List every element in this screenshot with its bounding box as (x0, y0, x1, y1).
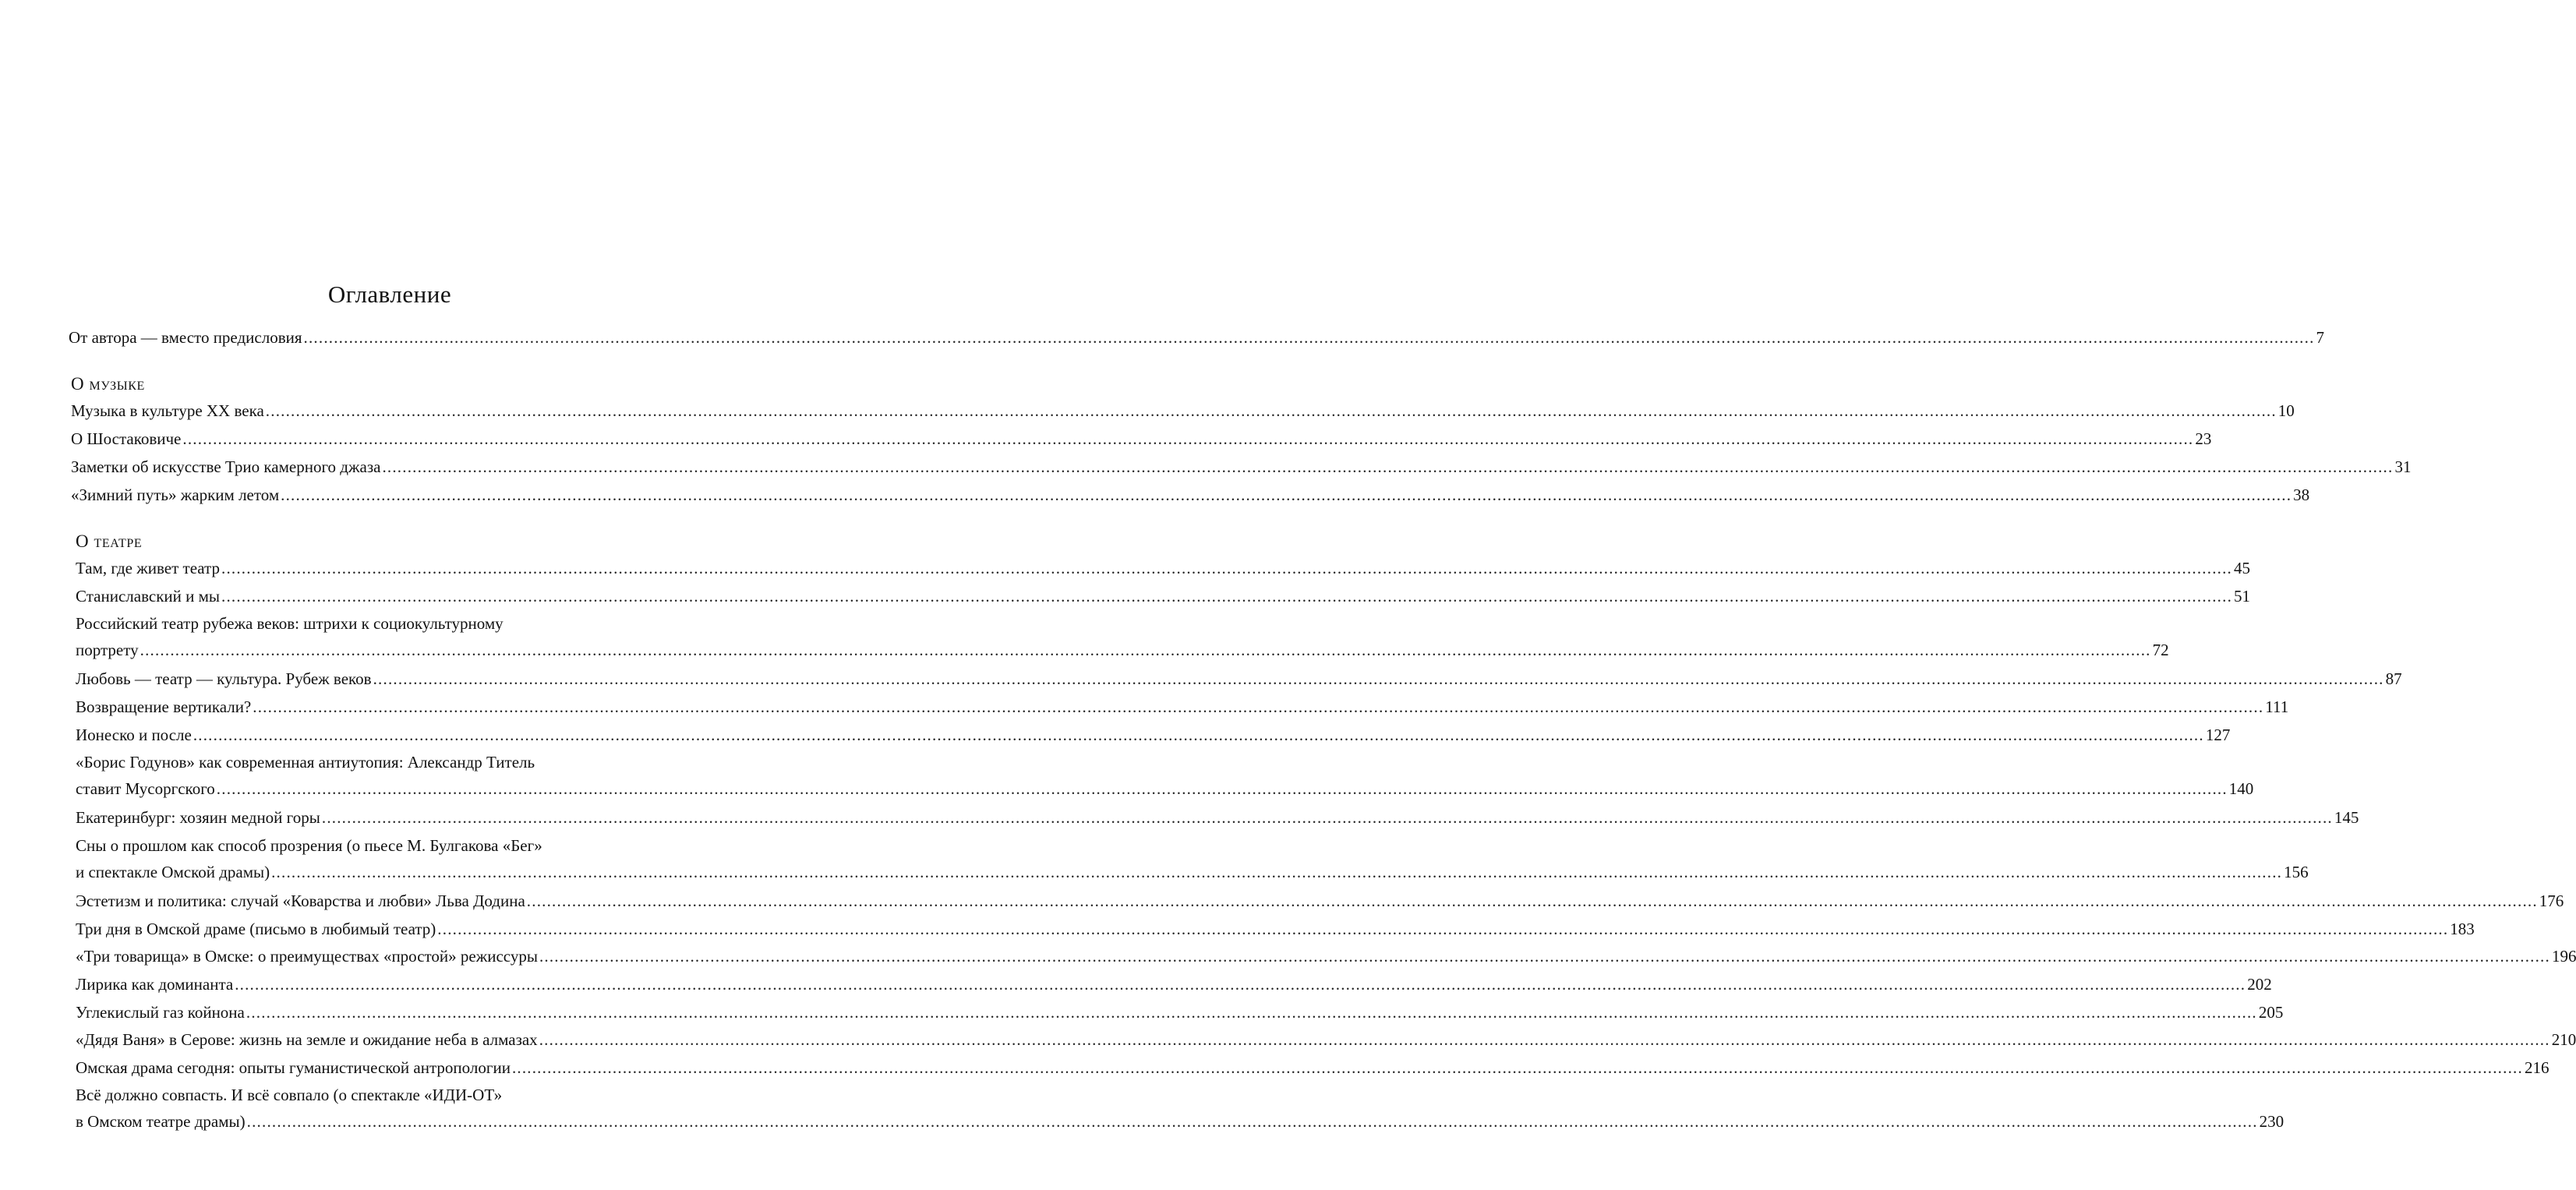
toc-entry-page-number: 145 (2334, 808, 2359, 828)
toc-entry-page-number: 202 (2247, 975, 2272, 994)
dot-leader: ................................................................................................................................................................................................................................................................................................................................................................................................................ (526, 892, 2538, 911)
toc-entry-leader-line (71, 454, 2412, 480)
toc-entry-leader-line (76, 666, 2402, 692)
toc-entry-title: Эстетизм и политика: случай «Коварства и любви» Льва Додина (76, 892, 525, 911)
toc-entry-title: Омская драма сегодня: опыты гуманистической антропологии (76, 1058, 511, 1077)
dot-leader: ................................................................................................................................................................................................................................................................................................................................................................................................................ (539, 947, 2550, 966)
toc-entry[interactable] (76, 1082, 2284, 1135)
dot-leader: ................................................................................................................................................................................................................................................................................................................................................................................................................ (235, 975, 2246, 994)
toc-entry-page-number: 72 (2152, 641, 2169, 660)
toc-entry-page-number: 45 (2234, 559, 2250, 577)
toc-entry-leader-line (76, 1054, 2549, 1081)
toc-entry-leader-line (71, 482, 2310, 508)
toc-entry-leader-line (76, 999, 2284, 1026)
toc-entry-page-number: 31 (2394, 457, 2412, 476)
toc-entry-page-number: 10 (2277, 401, 2295, 420)
toc-entry[interactable] (76, 694, 2289, 720)
toc-entry-title: Любовь — театр — культура. Рубеж веков (76, 669, 372, 689)
toc-entry-leader-line (76, 775, 2254, 802)
toc-entry-title: О Шостаковиче (71, 429, 182, 448)
toc-entry-page-number: 183 (2450, 919, 2475, 938)
toc-entry-page-number: 176 (2539, 892, 2564, 911)
toc-entry-title: портрету (76, 641, 139, 660)
toc-entry-page-number: 38 (2293, 486, 2310, 504)
toc-entry-leader-line (76, 943, 2576, 969)
dot-leader: ................................................................................................................................................................................................................................................................................................................................................................................................................ (221, 559, 2232, 577)
toc-entry[interactable] (76, 804, 2359, 831)
toc-entry-title: «Дядя Ваня» в Серове: жизнь на земле и ожидание неба в алмазах (76, 1030, 538, 1050)
toc-entry-page-number: 210 (2551, 1030, 2576, 1050)
dot-leader: ................................................................................................................................................................................................................................................................................................................................................................................................................ (382, 457, 2394, 476)
dot-leader: ................................................................................................................................................................................................................................................................................................................................................................................................................ (193, 725, 2204, 744)
dot-leader: ................................................................................................................................................................................................................................................................................................................................................................................................................ (253, 697, 2264, 716)
toc-entry-title: «Зимний путь» жарким летом (71, 486, 280, 504)
toc-entry-title: и спектакле Омской драмы) (76, 863, 270, 881)
dot-leader: ................................................................................................................................................................................................................................................................................................................................................................................................................ (246, 1002, 2257, 1022)
toc-entry-leader-line (76, 859, 2309, 885)
toc-entry[interactable] (71, 454, 2412, 480)
toc-entry-title-line: «Борис Годунов» как современная антиутопия: Александр Титель (76, 753, 535, 772)
toc-entry-leader-line (76, 971, 2272, 998)
toc-entry-leader-line (76, 694, 2289, 720)
toc-entry-page-number: 51 (2234, 586, 2251, 606)
toc-entry[interactable] (76, 1054, 2549, 1081)
toc-entry[interactable] (76, 610, 2169, 663)
toc-entry[interactable] (71, 482, 2310, 508)
dot-leader: ................................................................................................................................................................................................................................................................................................................................................................................................................ (321, 808, 2333, 828)
dot-leader: ................................................................................................................................................................................................................................................................................................................................................................................................................ (281, 486, 2292, 504)
toc-entry[interactable] (76, 722, 2231, 748)
toc-entry-title: в Омском театре драмы) (76, 1112, 246, 1132)
toc-entry-page-number: 23 (2195, 429, 2212, 448)
toc-entry-page-number: 87 (2385, 669, 2402, 689)
toc-entry-title: Екатеринбург: хозяин медной горы (76, 808, 320, 828)
toc-entry-page-number: 230 (2259, 1112, 2284, 1132)
toc-entry-page-number: 216 (2524, 1058, 2549, 1077)
dot-leader: ................................................................................................................................................................................................................................................................................................................................................................................................................ (246, 1112, 2258, 1132)
toc-entry-title: Там, где живет театр (76, 559, 220, 577)
toc-entry-title-line: Всё должно совпасть. И всё совпало (о спектакле «ИДИ-ОТ» (76, 1086, 503, 1105)
toc-entry-leader-line (76, 637, 2169, 663)
toc-entry-leader-line (76, 555, 2250, 581)
dot-leader: ................................................................................................................................................................................................................................................................................................................................................................................................................ (265, 401, 2277, 420)
toc-entry[interactable] (76, 555, 2250, 581)
toc-entry[interactable] (76, 888, 2564, 914)
toc-entry-leader-line (69, 324, 2325, 351)
dot-leader: ................................................................................................................................................................................................................................................................................................................................................................................................................ (271, 863, 2283, 881)
toc-entry-title: Возвращение вертикали? (76, 697, 252, 716)
toc-entry[interactable] (76, 583, 2251, 609)
toc-entry-leader-line (76, 804, 2359, 831)
section-heading: О музыке (71, 374, 145, 394)
toc-entry-title: От автора — вместо предисловия (69, 328, 302, 347)
toc-entry-page-number: 140 (2228, 779, 2254, 799)
toc-entry-leader-line (71, 426, 2212, 452)
toc-entry-leader-line (76, 1026, 2576, 1053)
toc-entry[interactable] (76, 943, 2576, 969)
dot-leader: ................................................................................................................................................................................................................................................................................................................................................................................................................ (511, 1058, 2523, 1077)
dot-leader: ................................................................................................................................................................................................................................................................................................................................................................................................................ (216, 779, 2228, 799)
toc-entry[interactable] (69, 324, 2325, 351)
toc-entry[interactable] (71, 426, 2212, 452)
dot-leader: ................................................................................................................................................................................................................................................................................................................................................................................................................ (437, 919, 2449, 938)
page-title: Оглавление (327, 281, 452, 308)
toc-entry-title: Лирика как доминанта (76, 975, 234, 994)
dot-leader: ................................................................................................................................................................................................................................................................................................................................................................................................................ (373, 669, 2384, 689)
toc-entry[interactable] (76, 749, 2254, 802)
toc-entry[interactable] (76, 1026, 2576, 1053)
toc-entry[interactable] (76, 999, 2284, 1026)
toc-entry[interactable] (76, 916, 2475, 942)
toc-entry-title: Ионеско и после (76, 725, 192, 744)
toc-entry-page-number: 111 (2265, 697, 2289, 716)
toc-entry[interactable] (76, 971, 2272, 998)
toc-entry-title-line: Сны о прошлом как способ прозрения (о пьесе М. Булгакова «Бег» (76, 836, 542, 855)
section-heading: О театре (76, 531, 143, 551)
dot-leader: ................................................................................................................................................................................................................................................................................................................................................................................................................ (140, 641, 2151, 660)
toc-entry-title: «Три товарища» в Омске: о преимуществах «простой» режиссуры (76, 947, 538, 966)
toc-entry-title: Музыка в культуре XX века (71, 401, 264, 420)
toc-entry-leader-line (76, 1108, 2284, 1135)
toc-entry-leader-line (71, 397, 2295, 424)
toc-entry-leader-line (76, 888, 2564, 914)
dot-leader: ................................................................................................................................................................................................................................................................................................................................................................................................................ (539, 1030, 2550, 1050)
toc-entry-leader-line (76, 916, 2475, 942)
toc-entry-title: Заметки об искусстве Трио камерного джаза (71, 457, 381, 476)
toc-entry-title: Углекислый газ койнона (76, 1002, 245, 1022)
toc-entry-page-number: 7 (2316, 328, 2325, 347)
toc-entry-page-number: 205 (2258, 1002, 2284, 1022)
toc-entry-title: Три дня в Омской драме (письмо в любимый театр) (76, 919, 436, 938)
dot-leader: ................................................................................................................................................................................................................................................................................................................................................................................................................ (221, 586, 2233, 606)
toc-entry-leader-line (76, 722, 2231, 748)
toc-entry-title: Станиславский и мы (76, 586, 221, 606)
toc-entry-leader-line (76, 583, 2251, 609)
toc-entry-page-number: 196 (2551, 947, 2576, 966)
toc-entry-title: ставит Мусоргского (76, 779, 215, 799)
toc-entry-page-number: 127 (2205, 725, 2231, 744)
toc-entry[interactable] (71, 397, 2295, 424)
toc-entry-title-line: Российский театр рубежа веков: штрихи к социокультурному (76, 614, 504, 634)
toc-entry-page-number: 156 (2284, 863, 2309, 881)
dot-leader: ................................................................................................................................................................................................................................................................................................................................................................................................................ (182, 429, 2194, 448)
toc-entry[interactable] (76, 832, 2309, 885)
toc-entry[interactable] (76, 666, 2402, 692)
dot-leader: ................................................................................................................................................................................................................................................................................................................................................................................................................ (303, 328, 2315, 347)
